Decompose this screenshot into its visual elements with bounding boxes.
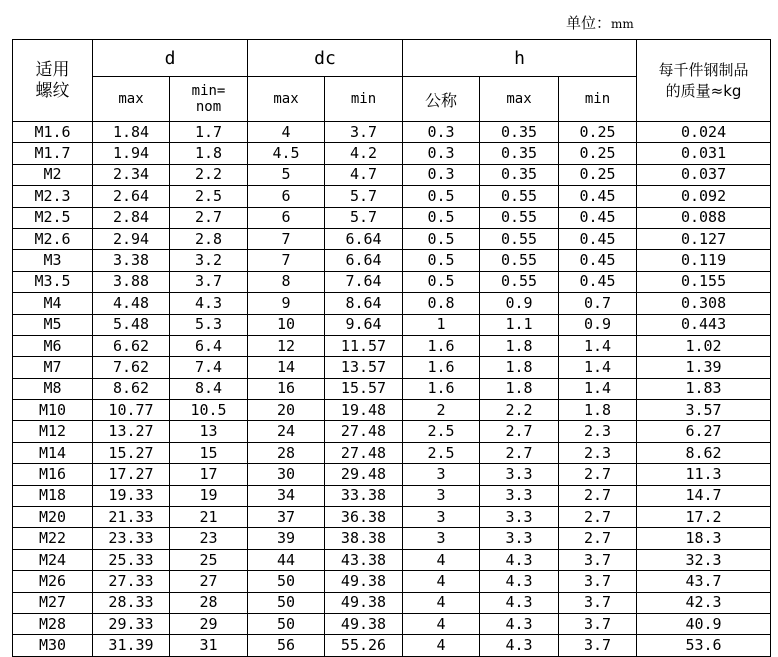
d-max-header: max (93, 77, 170, 122)
dc-max-cell: 9 (248, 293, 325, 314)
d-max-cell: 7.62 (93, 357, 170, 378)
thread-cell: M3 (13, 250, 93, 271)
mass-cell: 14.7 (637, 485, 771, 506)
d-max-cell: 17.27 (93, 464, 170, 485)
dc-max-cell: 20 (248, 400, 325, 421)
dc-min-cell: 49.38 (325, 571, 403, 592)
table-row (13, 164, 771, 185)
thread-cell: M1.7 (13, 143, 93, 164)
thread-cell: M1.6 (13, 122, 93, 143)
h-nominal-cell: 1.6 (403, 378, 480, 399)
h-max-cell: 0.9 (480, 293, 559, 314)
header-row-groups (13, 40, 771, 77)
d-min-cell: 2.5 (170, 186, 248, 207)
dc-min-cell: 43.38 (325, 549, 403, 570)
mass-cell: 53.6 (637, 635, 771, 656)
h-nominal-cell: 1 (403, 314, 480, 335)
table-row (13, 314, 771, 335)
dc-max-cell: 16 (248, 378, 325, 399)
h-nominal-cell: 4 (403, 571, 480, 592)
dc-max-cell: 12 (248, 335, 325, 356)
mass-header (637, 40, 771, 122)
d-max-cell: 6.62 (93, 335, 170, 356)
dc-max-cell: 10 (248, 314, 325, 335)
mass-cell: 18.3 (637, 528, 771, 549)
h-min-cell: 3.7 (559, 571, 637, 592)
thread-cell: M2.5 (13, 207, 93, 228)
d-min-cell: 15 (170, 442, 248, 463)
table-row (13, 228, 771, 249)
d-max-cell: 21.33 (93, 507, 170, 528)
dc-min-cell: 6.64 (325, 250, 403, 271)
dc-max-header: max (248, 77, 325, 122)
mass-cell: 0.088 (637, 207, 771, 228)
h-max-cell: 0.55 (480, 207, 559, 228)
table-row (13, 400, 771, 421)
h-max-cell: 3.3 (480, 485, 559, 506)
h-min-cell: 2.7 (559, 485, 637, 506)
d-min-header (170, 77, 248, 122)
h-nominal-cell: 0.5 (403, 207, 480, 228)
thread-cell: M10 (13, 400, 93, 421)
thread-cell: M8 (13, 378, 93, 399)
dc-min-cell: 5.7 (325, 186, 403, 207)
table-row (13, 571, 771, 592)
dc-max-cell: 7 (248, 228, 325, 249)
thread-cell: M16 (13, 464, 93, 485)
dc-max-cell: 28 (248, 442, 325, 463)
mass-cell: 6.27 (637, 421, 771, 442)
dc-min-cell: 13.57 (325, 357, 403, 378)
dc-min-cell: 49.38 (325, 613, 403, 634)
table-row (13, 592, 771, 613)
h-min-cell: 3.7 (559, 549, 637, 570)
mass-cell: 1.83 (637, 378, 771, 399)
d-max-cell: 2.84 (93, 207, 170, 228)
h-nominal-cell: 3 (403, 485, 480, 506)
thread-header (13, 40, 93, 122)
h-min-cell: 2.3 (559, 442, 637, 463)
h-nominal-cell: 4 (403, 592, 480, 613)
h-min-cell: 0.25 (559, 164, 637, 185)
h-nominal-cell: 1.6 (403, 335, 480, 356)
thread-cell: M7 (13, 357, 93, 378)
h-max-cell: 0.55 (480, 186, 559, 207)
d-min-cell: 31 (170, 635, 248, 656)
thread-cell: M24 (13, 549, 93, 570)
h-max-cell: 1.8 (480, 335, 559, 356)
d-max-cell: 23.33 (93, 528, 170, 549)
table-row (13, 335, 771, 356)
d-min-cell: 1.7 (170, 122, 248, 143)
mass-cell: 0.119 (637, 250, 771, 271)
d-max-cell: 3.88 (93, 271, 170, 292)
table-row (13, 442, 771, 463)
h-nominal-cell: 2.5 (403, 421, 480, 442)
d-min-cell: 5.3 (170, 314, 248, 335)
d-min-cell: 28 (170, 592, 248, 613)
dc-min-header: min (325, 77, 403, 122)
mass-cell: 0.127 (637, 228, 771, 249)
h-max-cell: 4.3 (480, 571, 559, 592)
mass-header-text: 每千件钢制品 的质量≈kg (658, 60, 749, 100)
dc-max-cell: 14 (248, 357, 325, 378)
dc-min-cell: 4.7 (325, 164, 403, 185)
mass-cell: 0.092 (637, 186, 771, 207)
h-min-cell: 0.7 (559, 293, 637, 314)
mass-cell: 11.3 (637, 464, 771, 485)
h-nominal-cell: 3 (403, 507, 480, 528)
h-min-cell: 0.25 (559, 143, 637, 164)
table-row (13, 528, 771, 549)
mass-cell: 0.443 (637, 314, 771, 335)
d-min-cell: 17 (170, 464, 248, 485)
thread-cell: M20 (13, 507, 93, 528)
dc-max-cell: 56 (248, 635, 325, 656)
h-max-cell: 4.3 (480, 635, 559, 656)
dc-max-cell: 39 (248, 528, 325, 549)
thread-cell: M2.6 (13, 228, 93, 249)
h-nominal-cell: 0.3 (403, 122, 480, 143)
d-max-cell: 3.38 (93, 250, 170, 271)
dc-min-cell: 9.64 (325, 314, 403, 335)
h-max-cell: 0.55 (480, 250, 559, 271)
d-min-cell: 1.8 (170, 143, 248, 164)
h-nominal-cell: 0.8 (403, 293, 480, 314)
d-min-cell: 4.3 (170, 293, 248, 314)
d-max-cell: 28.33 (93, 592, 170, 613)
d-max-cell: 2.64 (93, 186, 170, 207)
dc-max-cell: 7 (248, 250, 325, 271)
h-min-cell: 0.9 (559, 314, 637, 335)
table-row (13, 421, 771, 442)
h-max-cell: 4.3 (480, 549, 559, 570)
mass-cell: 8.62 (637, 442, 771, 463)
d-min-cell: 23 (170, 528, 248, 549)
dc-max-cell: 24 (248, 421, 325, 442)
dc-min-cell: 3.7 (325, 122, 403, 143)
h-nominal-header: 公称 (403, 77, 480, 122)
d-max-cell: 31.39 (93, 635, 170, 656)
dc-max-cell: 50 (248, 571, 325, 592)
d-min-cell: 7.4 (170, 357, 248, 378)
table-row (13, 464, 771, 485)
table-row (13, 186, 771, 207)
table-row (13, 250, 771, 271)
mass-cell: 0.155 (637, 271, 771, 292)
dc-min-cell: 4.2 (325, 143, 403, 164)
group-dc-header: dc (248, 40, 403, 77)
h-min-cell: 0.45 (559, 186, 637, 207)
h-nominal-cell: 1.6 (403, 357, 480, 378)
dc-min-cell: 7.64 (325, 271, 403, 292)
dc-min-cell: 6.64 (325, 228, 403, 249)
dc-max-cell: 6 (248, 186, 325, 207)
dc-max-cell: 37 (248, 507, 325, 528)
dc-min-cell: 15.57 (325, 378, 403, 399)
h-min-header: min (559, 77, 637, 122)
thread-cell: M6 (13, 335, 93, 356)
mass-cell: 0.308 (637, 293, 771, 314)
h-max-cell: 2.2 (480, 400, 559, 421)
d-min-cell: 2.8 (170, 228, 248, 249)
thread-cell: M27 (13, 592, 93, 613)
h-nominal-cell: 2.5 (403, 442, 480, 463)
table-row (13, 485, 771, 506)
d-min-cell: 2.7 (170, 207, 248, 228)
h-nominal-cell: 0.5 (403, 228, 480, 249)
d-max-cell: 25.33 (93, 549, 170, 570)
h-max-cell: 4.3 (480, 613, 559, 634)
thread-cell: M4 (13, 293, 93, 314)
table-row (13, 271, 771, 292)
dc-min-cell: 8.64 (325, 293, 403, 314)
mass-cell: 0.037 (637, 164, 771, 185)
d-min-cell: 25 (170, 549, 248, 570)
dc-max-cell: 30 (248, 464, 325, 485)
h-min-cell: 0.45 (559, 271, 637, 292)
mass-cell: 1.02 (637, 335, 771, 356)
h-max-cell: 2.7 (480, 442, 559, 463)
thread-cell: M22 (13, 528, 93, 549)
table-row (13, 378, 771, 399)
table-row (13, 507, 771, 528)
mass-cell: 40.9 (637, 613, 771, 634)
h-max-cell: 3.3 (480, 507, 559, 528)
group-h-header: h (403, 40, 637, 77)
table-row (13, 357, 771, 378)
h-nominal-cell: 3 (403, 464, 480, 485)
thread-cell: M5 (13, 314, 93, 335)
d-min-cell: 3.7 (170, 271, 248, 292)
dc-min-cell: 27.48 (325, 442, 403, 463)
h-max-cell: 3.3 (480, 528, 559, 549)
d-max-cell: 1.84 (93, 122, 170, 143)
dc-max-cell: 50 (248, 613, 325, 634)
mass-cell: 17.2 (637, 507, 771, 528)
d-max-cell: 5.48 (93, 314, 170, 335)
d-max-cell: 2.94 (93, 228, 170, 249)
dc-max-cell: 50 (248, 592, 325, 613)
dc-min-cell: 29.48 (325, 464, 403, 485)
h-min-cell: 0.45 (559, 207, 637, 228)
d-max-cell: 15.27 (93, 442, 170, 463)
thread-cell: M12 (13, 421, 93, 442)
dc-max-cell: 4 (248, 122, 325, 143)
h-max-cell: 2.7 (480, 421, 559, 442)
h-min-cell: 1.8 (559, 400, 637, 421)
h-nominal-cell: 0.5 (403, 271, 480, 292)
thread-cell: M3.5 (13, 271, 93, 292)
dc-min-cell: 33.38 (325, 485, 403, 506)
thread-cell: M28 (13, 613, 93, 634)
h-max-cell: 0.35 (480, 143, 559, 164)
dc-min-cell: 36.38 (325, 507, 403, 528)
dc-min-cell: 19.48 (325, 400, 403, 421)
d-max-cell: 4.48 (93, 293, 170, 314)
h-min-cell: 2.7 (559, 507, 637, 528)
table-row (13, 635, 771, 656)
d-max-cell: 2.34 (93, 164, 170, 185)
h-min-cell: 1.4 (559, 335, 637, 356)
dc-min-cell: 49.38 (325, 592, 403, 613)
h-min-cell: 0.45 (559, 228, 637, 249)
h-max-cell: 0.35 (480, 122, 559, 143)
unit-label: 单位： (566, 14, 612, 32)
d-min-cell: 19 (170, 485, 248, 506)
h-min-cell: 0.45 (559, 250, 637, 271)
d-min-cell: 8.4 (170, 378, 248, 399)
thread-cell: M14 (13, 442, 93, 463)
thread-cell: M18 (13, 485, 93, 506)
d-max-cell: 1.94 (93, 143, 170, 164)
spec-table (12, 39, 771, 657)
d-min-header-text: min= nom (191, 83, 226, 115)
dc-max-cell: 6 (248, 207, 325, 228)
thread-cell: M2.3 (13, 186, 93, 207)
mass-cell: 1.39 (637, 357, 771, 378)
h-max-cell: 0.35 (480, 164, 559, 185)
dc-min-cell: 38.38 (325, 528, 403, 549)
h-max-cell: 3.3 (480, 464, 559, 485)
d-min-cell: 21 (170, 507, 248, 528)
h-min-cell: 1.4 (559, 357, 637, 378)
h-min-cell: 3.7 (559, 592, 637, 613)
dc-max-cell: 44 (248, 549, 325, 570)
mass-cell: 0.031 (637, 143, 771, 164)
mass-cell: 32.3 (637, 549, 771, 570)
h-nominal-cell: 4 (403, 635, 480, 656)
table-row (13, 293, 771, 314)
d-max-cell: 27.33 (93, 571, 170, 592)
thread-header-text: 适用 螺纹 (35, 59, 70, 101)
h-nominal-cell: 0.3 (403, 143, 480, 164)
mass-cell: 3.57 (637, 400, 771, 421)
h-max-cell: 1.8 (480, 357, 559, 378)
h-nominal-cell: 4 (403, 549, 480, 570)
d-min-cell: 10.5 (170, 400, 248, 421)
unit-note (566, 12, 634, 33)
d-min-cell: 13 (170, 421, 248, 442)
h-min-cell: 2.3 (559, 421, 637, 442)
dc-min-cell: 55.26 (325, 635, 403, 656)
group-d-header: d (93, 40, 248, 77)
h-max-cell: 1.8 (480, 378, 559, 399)
table-body (13, 122, 771, 657)
mass-cell: 43.7 (637, 571, 771, 592)
h-max-cell: 0.55 (480, 271, 559, 292)
unit-value: mm (611, 17, 634, 31)
table-row (13, 122, 771, 143)
dc-max-cell: 34 (248, 485, 325, 506)
dc-min-cell: 5.7 (325, 207, 403, 228)
thread-cell: M2 (13, 164, 93, 185)
d-max-cell: 13.27 (93, 421, 170, 442)
h-min-cell: 3.7 (559, 635, 637, 656)
table-row (13, 207, 771, 228)
h-min-cell: 2.7 (559, 464, 637, 485)
h-max-cell: 4.3 (480, 592, 559, 613)
d-max-cell: 29.33 (93, 613, 170, 634)
h-nominal-cell: 0.5 (403, 250, 480, 271)
table-row (13, 549, 771, 570)
mass-cell: 0.024 (637, 122, 771, 143)
d-min-cell: 3.2 (170, 250, 248, 271)
h-nominal-cell: 0.5 (403, 186, 480, 207)
h-max-header: max (480, 77, 559, 122)
h-nominal-cell: 4 (403, 613, 480, 634)
d-max-cell: 10.77 (93, 400, 170, 421)
h-min-cell: 0.25 (559, 122, 637, 143)
dc-min-cell: 27.48 (325, 421, 403, 442)
dc-max-cell: 5 (248, 164, 325, 185)
d-min-cell: 29 (170, 613, 248, 634)
thread-cell: M30 (13, 635, 93, 656)
h-nominal-cell: 0.3 (403, 164, 480, 185)
h-max-cell: 1.1 (480, 314, 559, 335)
h-nominal-cell: 2 (403, 400, 480, 421)
dc-max-cell: 4.5 (248, 143, 325, 164)
thread-cell: M26 (13, 571, 93, 592)
h-min-cell: 3.7 (559, 613, 637, 634)
h-min-cell: 2.7 (559, 528, 637, 549)
h-max-cell: 0.55 (480, 228, 559, 249)
d-min-cell: 27 (170, 571, 248, 592)
dc-max-cell: 8 (248, 271, 325, 292)
table-row (13, 613, 771, 634)
mass-cell: 42.3 (637, 592, 771, 613)
d-max-cell: 8.62 (93, 378, 170, 399)
dc-min-cell: 11.57 (325, 335, 403, 356)
h-nominal-cell: 3 (403, 528, 480, 549)
h-min-cell: 1.4 (559, 378, 637, 399)
table-row (13, 143, 771, 164)
d-min-cell: 6.4 (170, 335, 248, 356)
d-min-cell: 2.2 (170, 164, 248, 185)
d-max-cell: 19.33 (93, 485, 170, 506)
